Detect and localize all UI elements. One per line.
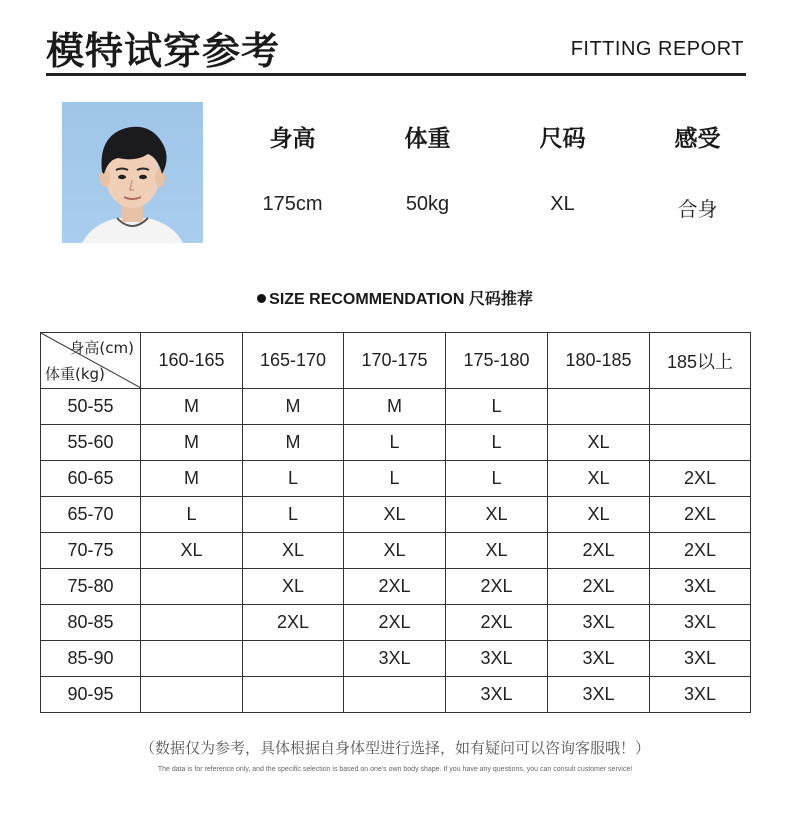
size-cell: 3XL bbox=[344, 641, 446, 677]
size-cell: XL bbox=[446, 497, 548, 533]
size-cell: XL bbox=[548, 497, 650, 533]
stat-label: 感受 bbox=[674, 126, 721, 152]
size-cell: L bbox=[446, 389, 548, 425]
size-cell: 2XL bbox=[344, 569, 446, 605]
size-chart-table bbox=[40, 332, 751, 713]
table-corner-cell bbox=[41, 333, 141, 389]
table-row bbox=[41, 569, 751, 605]
table-row bbox=[41, 533, 751, 569]
size-cell: 3XL bbox=[446, 677, 548, 713]
table-row bbox=[41, 461, 751, 497]
size-cell: M bbox=[243, 425, 344, 461]
size-cell: 3XL bbox=[650, 605, 751, 641]
stat-label: 身高 bbox=[269, 126, 316, 152]
weight-range-cell: 70-75 bbox=[41, 533, 141, 569]
stat-feel bbox=[630, 120, 765, 222]
size-cell: L bbox=[243, 461, 344, 497]
column-header: 160-165 bbox=[141, 333, 243, 389]
size-cell bbox=[141, 605, 243, 641]
size-cell: 3XL bbox=[650, 641, 751, 677]
weight-range-cell: 85-90 bbox=[41, 641, 141, 677]
size-cell: 2XL bbox=[446, 605, 548, 641]
size-cell: 3XL bbox=[650, 569, 751, 605]
heading-text: SIZE RECOMMENDATION 尺码推荐 bbox=[269, 291, 533, 308]
size-cell: XL bbox=[344, 497, 446, 533]
size-cell: XL bbox=[141, 533, 243, 569]
size-cell: XL bbox=[344, 533, 446, 569]
table-row bbox=[41, 605, 751, 641]
size-cell: M bbox=[243, 389, 344, 425]
header-divider bbox=[46, 73, 746, 76]
table-row bbox=[41, 677, 751, 713]
stat-label: 体重 bbox=[404, 126, 451, 152]
size-cell bbox=[650, 389, 751, 425]
table-row bbox=[41, 389, 751, 425]
size-cell: L bbox=[446, 461, 548, 497]
column-header: 175-180 bbox=[446, 333, 548, 389]
size-cell: XL bbox=[548, 425, 650, 461]
size-cell: M bbox=[344, 389, 446, 425]
weight-range-cell: 60-65 bbox=[41, 461, 141, 497]
size-cell bbox=[548, 389, 650, 425]
size-cell bbox=[344, 677, 446, 713]
size-cell bbox=[141, 677, 243, 713]
stat-label: 尺码 bbox=[539, 126, 586, 152]
table-row bbox=[41, 641, 751, 677]
size-cell: M bbox=[141, 389, 243, 425]
table-row bbox=[41, 497, 751, 533]
height-axis-label: 身高(cm) bbox=[69, 339, 134, 357]
size-cell: 2XL bbox=[446, 569, 548, 605]
size-cell: M bbox=[141, 425, 243, 461]
size-cell: 2XL bbox=[548, 569, 650, 605]
page-title: 模特试穿参考 bbox=[46, 29, 281, 73]
size-cell: XL bbox=[243, 533, 344, 569]
bullet-icon bbox=[257, 294, 266, 303]
stat-value: XL bbox=[550, 193, 575, 215]
size-cell: 2XL bbox=[243, 605, 344, 641]
size-cell: 2XL bbox=[650, 533, 751, 569]
size-cell: L bbox=[446, 425, 548, 461]
table-row bbox=[41, 425, 751, 461]
size-cell bbox=[243, 677, 344, 713]
size-cell bbox=[243, 641, 344, 677]
size-cell: 3XL bbox=[650, 677, 751, 713]
size-cell: L bbox=[141, 497, 243, 533]
stat-value: 合身 bbox=[677, 199, 718, 221]
size-cell: XL bbox=[446, 533, 548, 569]
table-header-row bbox=[41, 333, 751, 389]
size-cell bbox=[141, 641, 243, 677]
stat-value: 50kg bbox=[405, 193, 450, 215]
size-cell: L bbox=[243, 497, 344, 533]
size-cell: 3XL bbox=[548, 641, 650, 677]
size-cell: L bbox=[344, 461, 446, 497]
column-header: 165-170 bbox=[243, 333, 344, 389]
column-header: 170-175 bbox=[344, 333, 446, 389]
size-cell: 2XL bbox=[548, 533, 650, 569]
size-cell: L bbox=[344, 425, 446, 461]
page-subtitle: FITTING REPORT bbox=[570, 38, 744, 60]
model-photo bbox=[62, 102, 203, 243]
weight-range-cell: 80-85 bbox=[41, 605, 141, 641]
stat-value: 175cm bbox=[262, 193, 323, 215]
size-cell: 2XL bbox=[650, 497, 751, 533]
size-cell bbox=[141, 569, 243, 605]
size-cell: 3XL bbox=[548, 605, 650, 641]
size-cell bbox=[650, 425, 751, 461]
size-recommendation-heading bbox=[0, 286, 790, 309]
weight-range-cell: 50-55 bbox=[41, 389, 141, 425]
weight-axis-label: 体重(kg) bbox=[45, 365, 105, 383]
disclaimer-cn: （数据仅为参考，具体根据自身体型进行选择，如有疑问可以咨询客服哦！） bbox=[139, 739, 650, 757]
weight-range-cell: 90-95 bbox=[41, 677, 141, 713]
column-header: 185以上 bbox=[650, 333, 751, 389]
column-header: 180-185 bbox=[548, 333, 650, 389]
weight-range-cell: 65-70 bbox=[41, 497, 141, 533]
size-cell: M bbox=[141, 461, 243, 497]
stat-size bbox=[495, 120, 630, 216]
stat-height bbox=[225, 120, 360, 216]
size-cell: XL bbox=[243, 569, 344, 605]
stat-weight bbox=[360, 120, 495, 216]
size-cell: XL bbox=[548, 461, 650, 497]
size-cell: 2XL bbox=[650, 461, 751, 497]
size-cell: 3XL bbox=[446, 641, 548, 677]
weight-range-cell: 55-60 bbox=[41, 425, 141, 461]
size-cell: 2XL bbox=[344, 605, 446, 641]
weight-range-cell: 75-80 bbox=[41, 569, 141, 605]
size-cell: 3XL bbox=[548, 677, 650, 713]
disclaimer-en: The data is for reference only, and the specific selection is based on one's own body shape. If you have any questions, you can consult customer service! bbox=[157, 766, 633, 773]
